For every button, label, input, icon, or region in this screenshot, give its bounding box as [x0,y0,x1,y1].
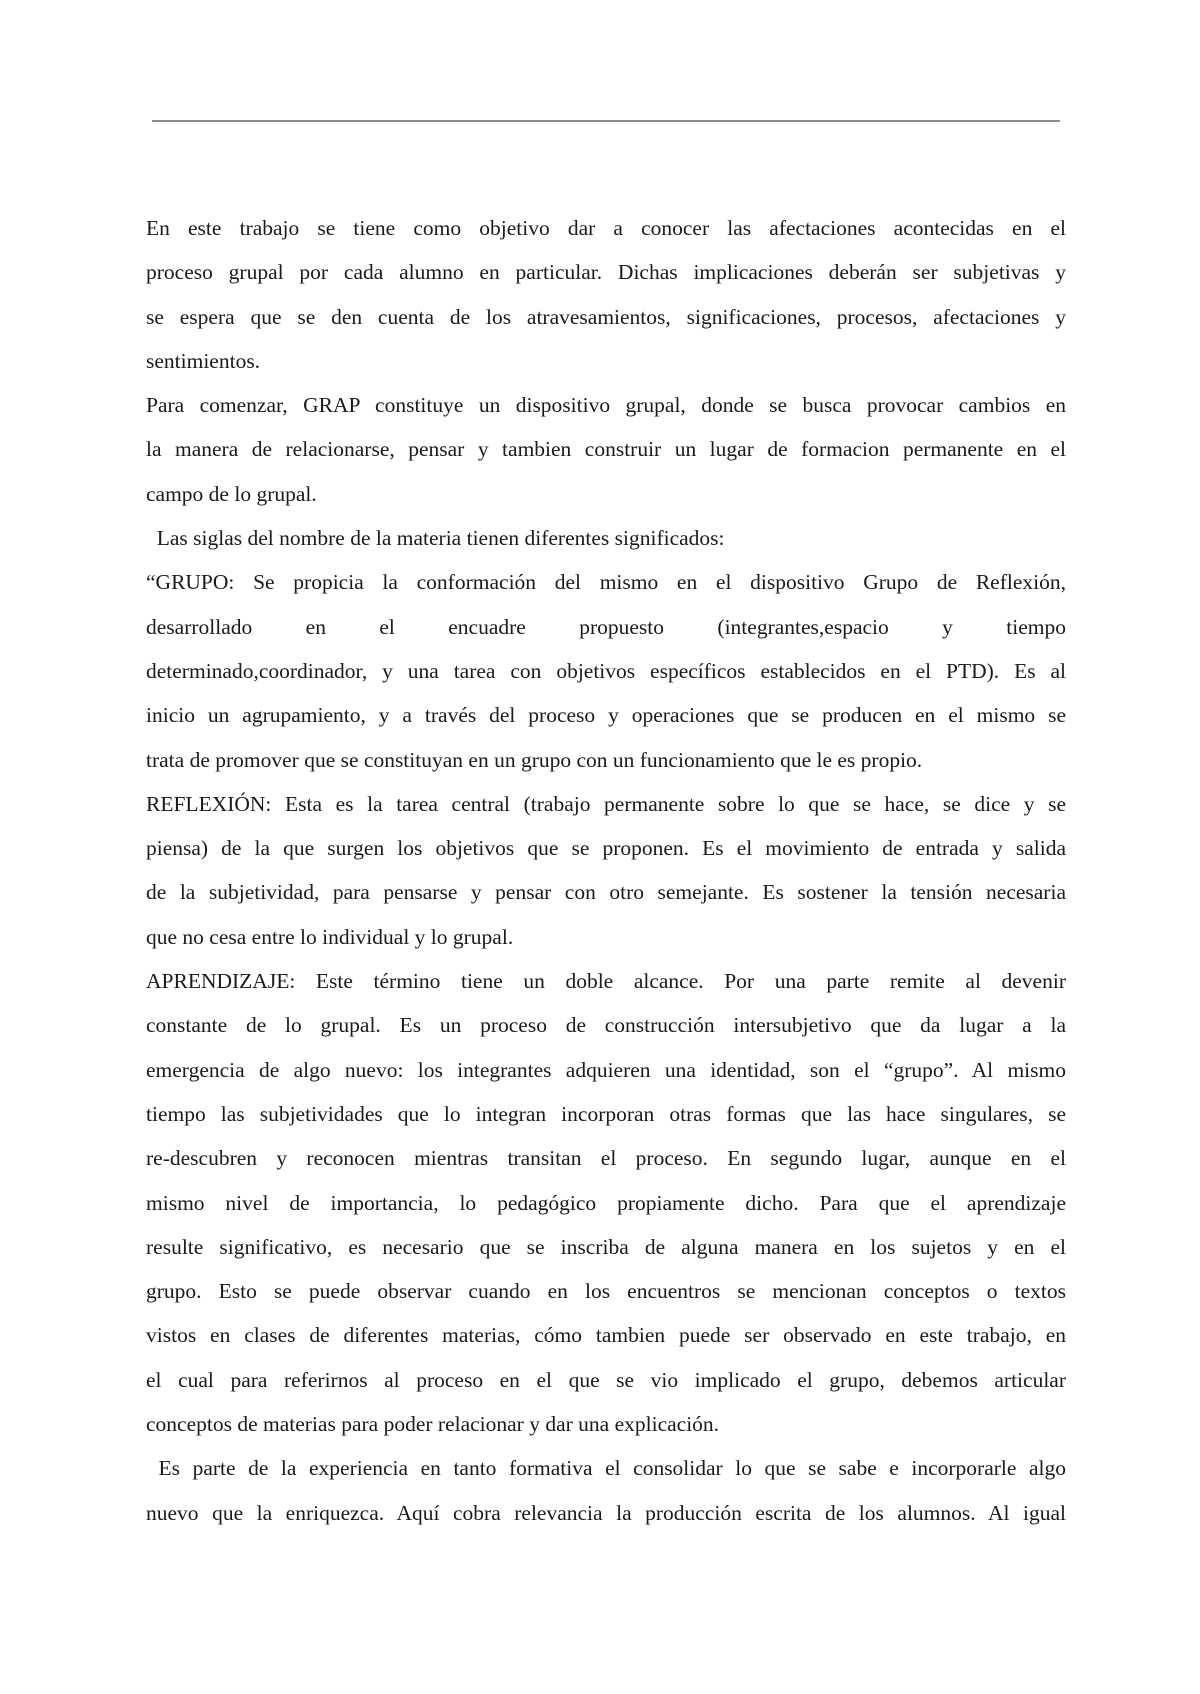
text-line: de la subjetividad, para pensarse y pensar con otro semejante. Es sostener la tensión necesaria [146,880,1066,905]
text-line: inicio un agrupamiento, y a través del proceso y operaciones que se producen en el mismo se [146,703,1066,728]
text-line: desarrollado en el encuadre propuesto (integrantes,espacio y tiempo [146,614,1066,639]
text-line: En este trabajo se tiene como objetivo dar a conocer las afectaciones acontecidas en el [146,216,1066,240]
text-line: emergencia de algo nuevo: los integrantes adquieren una identidad, son el “grupo”. Al mismo [146,1057,1066,1082]
text-line: que no cesa entre lo individual y lo grupal. [146,924,514,949]
text-line: piensa) de la que surgen los objetivos que se proponen. Es el movimiento de entrada y salida [146,836,1066,861]
text-line: proceso grupal por cada alumno en particular. Dichas implicaciones deberán ser subjetivas y [146,260,1066,285]
text-line: APRENDIZAJE: Este término tiene un doble alcance. Por una parte remite al devenir [146,969,1066,994]
text-line: resulte significativo, es necesario que se inscriba de alguna manera en los sujetos y en el [146,1234,1066,1259]
text-line: se espera que se den cuenta de los atravesamientos, significaciones, procesos, afectaciones y [146,304,1066,329]
text-line: campo de lo grupal. [146,481,317,506]
text-line: mismo nivel de importancia, lo pedagógico propiamente dicho. Para que el aprendizaje [146,1190,1066,1215]
text-line: el cual para referirnos al proceso en el que se vio implicado el grupo, debemos articular [146,1367,1066,1392]
text-line: Para comenzar, GRAP constituye un dispositivo grupal, donde se busca provocar cambios en [146,393,1066,418]
text-line: re-descubren y reconocen mientras transitan el proceso. En segundo lugar, aunque en el [146,1146,1066,1171]
text-line: REFLEXIÓN: Esta es la tarea central (trabajo permanente sobre lo que se hace, se dice y se [146,791,1066,816]
text-line: nuevo que la enriquezca. Aquí cobra relevancia la producción escrita de los alumnos. Al igual [146,1500,1066,1525]
text-line: vistos en clases de diferentes materias, cómo tambien puede ser observado en este trabajo, en [146,1323,1066,1348]
text-line: conceptos de materias para poder relacionar y dar una explicación. [146,1412,720,1437]
text-line: sentimientos. [146,348,261,373]
text-line: constante de lo grupal. Es un proceso de construcción intersubjetivo que da lugar a la [146,1013,1066,1038]
text-line: tiempo las subjetividades que lo integran incorporan otras formas que las hace singulares, se [146,1101,1066,1126]
text-line: determinado,coordinador, y una tarea con objetivos específicos establecidos en el PTD). Es al [146,658,1066,683]
text-line: “GRUPO: Se propicia la conformación del mismo en el dispositivo Grupo de Reflexión, [146,570,1066,595]
text-line: Es parte de la experiencia en tanto formativa el consolidar lo que se sabe e incorporarle algo [146,1456,1066,1481]
text-line: Las siglas del nombre de la materia tienen diferentes significados: [146,526,725,551]
text-line: trata de promover que se constituyan en un grupo con un funcionamiento que le es propio. [146,747,923,772]
document-body [146,206,1066,1535]
text-line: la manera de relacionarse, pensar y tambien construir un lugar de formacion permanente en el [146,437,1066,462]
text-line: grupo. Esto se puede observar cuando en los encuentros se mencionan conceptos o textos [146,1279,1066,1304]
header-rule [152,120,1060,122]
